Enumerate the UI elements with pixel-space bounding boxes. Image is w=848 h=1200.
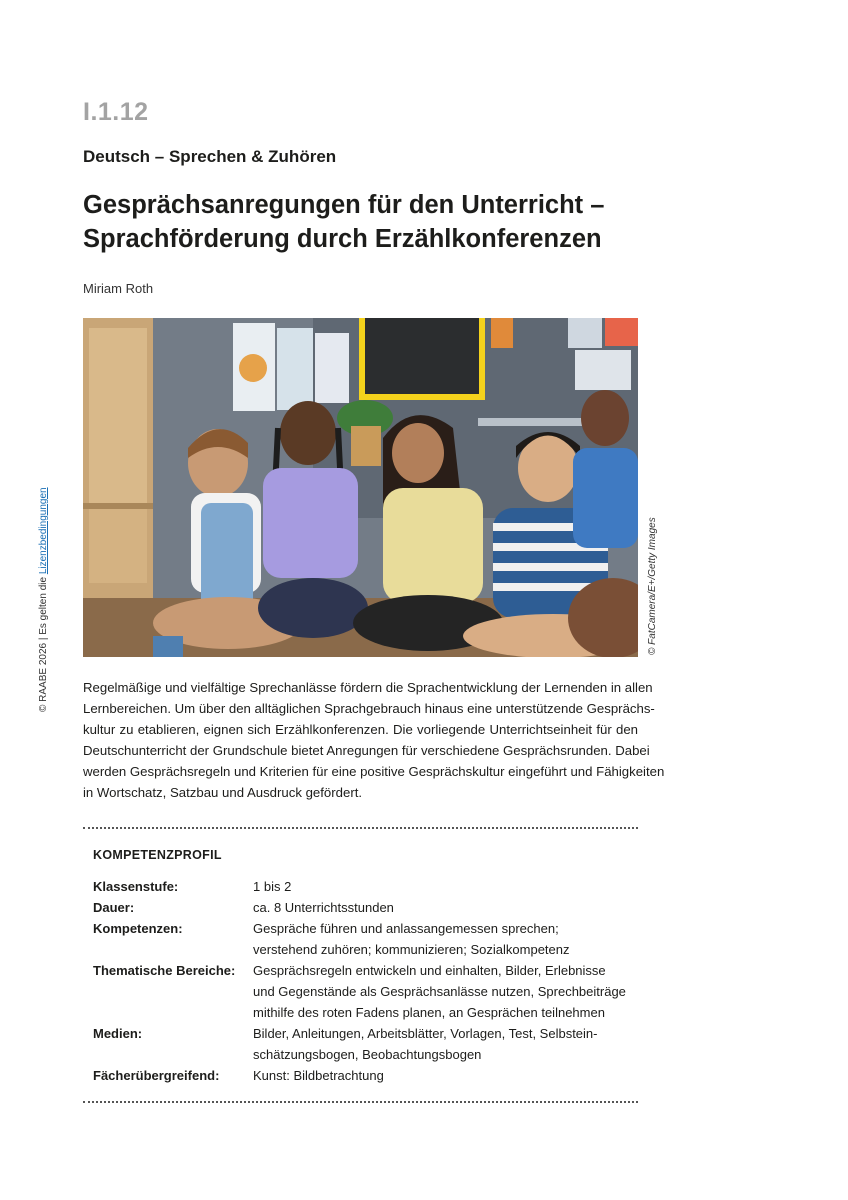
kp-label: Klassenstufe: [93, 879, 179, 894]
intro-line: Lernbereichen. Um über den alltäglichen Sprachgebrauch hinaus eine unterstützende Gesprächs- [83, 701, 655, 716]
kp-row-faecheruebergreifend [93, 1065, 633, 1086]
kp-label: Fächerübergreifend: [93, 1068, 220, 1083]
license-note [38, 487, 49, 712]
dotted-divider-bottom [83, 1101, 638, 1103]
kp-value-line: 1 bis 2 [253, 879, 292, 894]
title-line-2: Sprachförderung durch Erzählkonferenzen [83, 225, 602, 253]
license-prefix: © RAABE 2026 | Es gelten die [38, 574, 49, 712]
kp-row-dauer [93, 897, 633, 918]
kp-value-line: Gesprächsregeln entwickeln und einhalten, Bilder, Erlebnisse [253, 963, 606, 978]
kp-value-line: verstehend zuhören; kommunizieren; Sozialkompetenz [253, 942, 570, 957]
kp-value-line: und Gegenstände als Gesprächsanlässe nutzen, Sprechbeiträge [253, 984, 626, 999]
kp-value-line: ca. 8 Unterrichtsstunden [253, 900, 394, 915]
kp-label: Medien: [93, 1026, 143, 1041]
title-line-1: Gesprächsanregungen für den Unterricht – [83, 191, 605, 219]
kp-value [253, 1023, 633, 1065]
kompetenzprofil-table [93, 876, 633, 1086]
kp-value-line: Kunst: Bildbetrachtung [253, 1068, 384, 1083]
kp-label: Thematische Bereiche: [93, 963, 236, 978]
kp-value-line: schätzungsbogen, Beobachtungsbogen [253, 1047, 482, 1062]
kp-value [253, 876, 633, 897]
kp-value-line: mithilfe des roten Fadens planen, an Gesprächen teilnehmen [253, 1005, 605, 1020]
page-title [83, 188, 643, 256]
intro-line: in Wortschatz, Satzbau und Ausdruck gefördert. [83, 785, 363, 800]
kp-value-line: Bilder, Anleitungen, Arbeitsblätter, Vorlagen, Test, Selbstein- [253, 1026, 598, 1041]
kp-row-medien [93, 1023, 633, 1065]
photo-credit: © FatCamera/E+/Getty Images [647, 517, 658, 655]
intro-line: kultur zu etablieren, eignen sich Erzählkonferenzen. Die vorliegende Unterrichtseinheit für den [83, 722, 638, 737]
unit-code: I.1.12 [83, 98, 149, 126]
kp-row-kompetenzen [93, 918, 633, 960]
kp-label: Dauer: [93, 900, 135, 915]
kp-row-thematische-bereiche [93, 960, 633, 1023]
license-link[interactable]: Lizenzbedingungen [38, 487, 49, 575]
author: Miriam Roth [83, 281, 154, 296]
classroom-photo [83, 318, 638, 657]
intro-line: werden Gesprächsregeln und Kriterien für eine positive Gesprächskultur eingeführt und Fähigkeiten [83, 764, 665, 779]
kp-value [253, 960, 633, 1023]
intro-paragraph [83, 677, 665, 803]
kp-value [253, 918, 633, 960]
dotted-divider-top [83, 827, 638, 829]
kompetenzprofil-heading: KOMPETENZPROFIL [93, 848, 222, 862]
kp-value-line: Gespräche führen und anlassangemessen sprechen; [253, 921, 559, 936]
kp-value [253, 1065, 633, 1086]
intro-line: Regelmäßige und vielfältige Sprechanlässe fördern die Sprachentwicklung der Lernenden in allen [83, 680, 653, 695]
kp-row-klassenstufe [93, 876, 633, 897]
subject-heading: Deutsch – Sprechen & Zuhören [83, 147, 337, 166]
kp-value [253, 897, 633, 918]
kp-label: Kompetenzen: [93, 921, 183, 936]
intro-line: Deutschunterricht der Grundschule bietet Anregungen für verschiedene Gesprächsrunden. Dabei [83, 743, 650, 758]
